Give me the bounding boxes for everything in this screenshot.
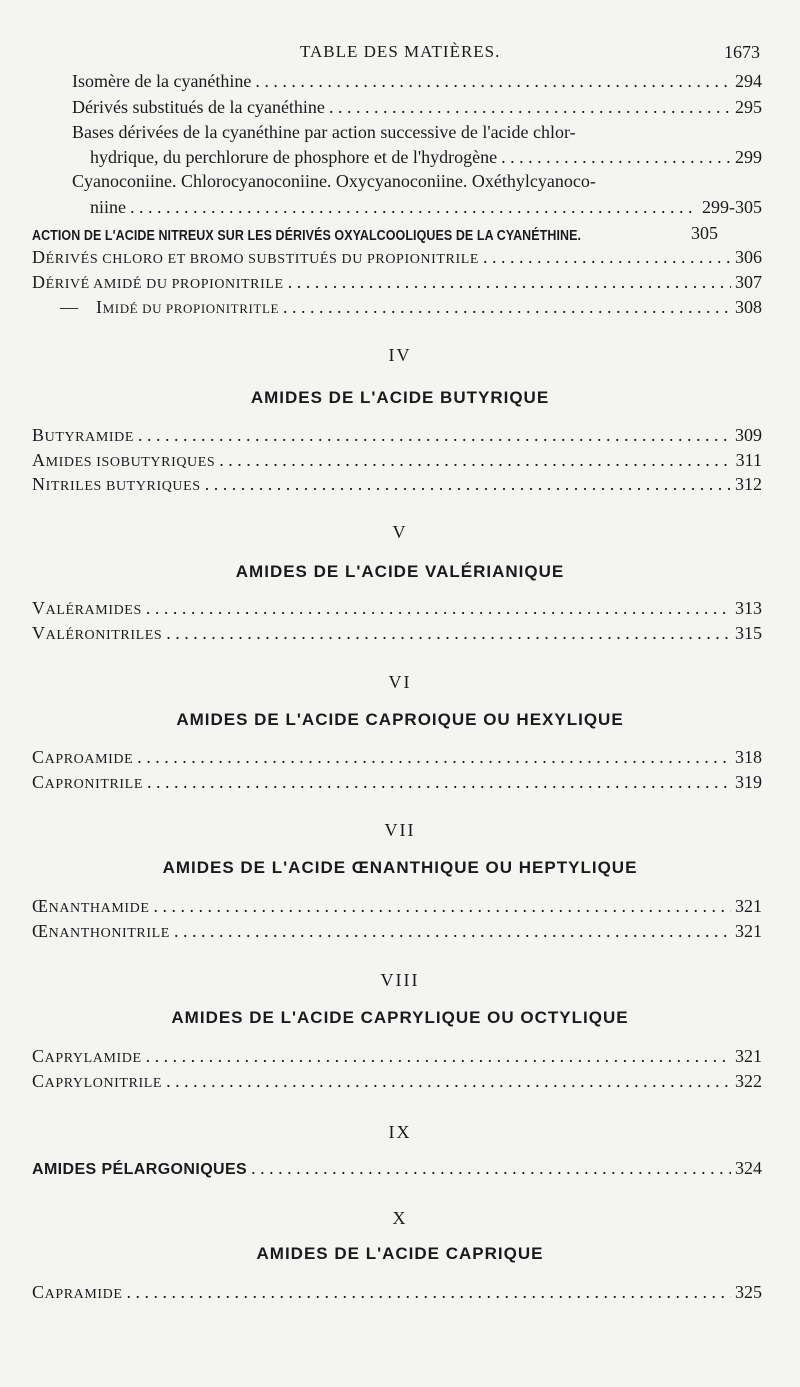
dot-leader — [255, 71, 731, 92]
dot-leader — [137, 747, 731, 768]
toc-entry — [32, 597, 762, 619]
section-heading: AMIDES DE L'ACIDE ŒNANTHIQUE OU HEPTYLIQUE — [162, 858, 638, 877]
entry-label: niine — [90, 197, 126, 217]
toc-entry — [72, 96, 762, 118]
entry-label: DÉRIVÉ AMIDÉ DU PROPIONITRILE — [32, 272, 284, 292]
entry-page: 321 — [735, 1046, 762, 1066]
entry-page: 315 — [735, 623, 762, 643]
section-number: X — [392, 1208, 408, 1228]
entry-prefix: — — [60, 297, 78, 317]
entry-page: 299 — [735, 147, 762, 167]
entry-page: 311 — [735, 450, 762, 470]
entry-page: 321 — [735, 921, 762, 941]
entry-label: ACTION DE L'ACIDE NITREUX SUR LES DÉRIVÉS OXYALCOOLIQUES DE LA CYANÉTHINE. — [32, 228, 582, 244]
entry-label: CAPRONITRILE — [32, 772, 143, 792]
entry-label: AMIDES ISOBUTYRIQUES — [32, 450, 216, 470]
dot-leader — [501, 147, 731, 168]
section-number: IV — [388, 345, 412, 365]
entry-page: 318 — [735, 747, 762, 767]
entry-page: 306 — [735, 247, 762, 267]
entry-page: 305 — [691, 223, 718, 243]
dot-leader — [166, 1071, 731, 1092]
entry-label: Isomère de la cyanéthine — [72, 71, 252, 91]
entry-label: ŒNANTHAMIDE — [32, 896, 150, 916]
toc-entry — [32, 424, 762, 446]
dot-leader — [146, 1046, 731, 1067]
toc-entry — [32, 920, 762, 942]
section-number: IX — [388, 1122, 412, 1142]
entry-page: 307 — [735, 272, 762, 292]
toc-entry — [32, 1281, 762, 1303]
entry-label: CAPRYLAMIDE — [32, 1046, 142, 1066]
entry-page: 299-305 — [702, 197, 762, 217]
entry-page: 295 — [735, 97, 762, 117]
dot-leader — [219, 450, 731, 471]
toc-entry — [32, 895, 762, 917]
toc-entry — [32, 1157, 762, 1179]
entry-page: 313 — [735, 598, 762, 618]
entry-label: NITRILES BUTYRIQUES — [32, 474, 201, 494]
toc-entry — [90, 146, 762, 168]
section-number: VI — [388, 672, 412, 692]
toc-entry — [32, 271, 762, 293]
entry-label: BUTYRAMIDE — [32, 425, 135, 445]
toc-entry — [90, 196, 762, 218]
entry-label: AMIDES PÉLARGONIQUES — [32, 1161, 248, 1178]
dot-leader — [205, 474, 731, 495]
entry-page: 308 — [735, 297, 762, 317]
dot-leader — [138, 425, 731, 446]
entry-page: 312 — [735, 474, 762, 494]
running-title: TABLE DES MATIÈRES. — [300, 42, 501, 61]
dot-leader — [251, 1158, 731, 1179]
entry-label: CAPRAMIDE — [32, 1282, 123, 1302]
entry-label: DÉRIVÉS CHLORO ET BROMO SUBSTITUÉS DU PROPIONITRILE — [32, 247, 480, 267]
section-heading: AMIDES DE L'ACIDE BUTYRIQUE — [250, 388, 550, 407]
entry-page: 322 — [735, 1071, 762, 1091]
toc-entry — [32, 1070, 762, 1092]
entry-label: VALÉRONITRILES — [32, 623, 163, 643]
entry-label: VALÉRAMIDES — [32, 598, 142, 618]
entry-page: 309 — [735, 425, 762, 445]
entry-label: IMIDÉ DU PROPIONITRITLE — [96, 297, 280, 317]
toc-entry — [32, 771, 762, 793]
toc-entry — [32, 449, 762, 471]
entry-label: CAPRYLONITRILE — [32, 1071, 163, 1091]
running-header — [0, 42, 800, 66]
toc-entry — [32, 473, 762, 495]
dot-leader — [288, 272, 731, 293]
section-number: VIII — [380, 970, 420, 990]
entry-page: 294 — [735, 71, 762, 91]
toc-entry — [32, 622, 762, 644]
section-heading: AMIDES DE L'ACIDE CAPROIQUE OU HEXYLIQUE — [176, 710, 624, 729]
entry-label-line1: Bases dérivées de la cyanéthine par action successive de l'acide chlor- — [72, 122, 576, 142]
entry-page: 319 — [735, 772, 762, 792]
section-heading: AMIDES DE L'ACIDE VALÉRIANIQUE — [235, 562, 565, 581]
dot-leader — [127, 1282, 731, 1303]
toc-entry — [32, 222, 762, 244]
section-heading: AMIDES DE L'ACIDE CAPRYLIQUE OU OCTYLIQUE — [171, 1008, 629, 1027]
dot-leader — [146, 598, 731, 619]
section-number: V — [392, 522, 408, 542]
dot-leader — [130, 197, 698, 218]
dot-leader — [329, 97, 731, 118]
entry-page: 325 — [735, 1282, 762, 1302]
entry-label: CAPROAMIDE — [32, 747, 134, 767]
section-number: VII — [384, 820, 416, 840]
entry-label: ŒNANTHONITRILE — [32, 921, 170, 941]
dot-leader — [283, 297, 731, 318]
toc-entry — [32, 746, 762, 768]
toc-entry — [32, 1045, 762, 1067]
dot-leader — [147, 772, 731, 793]
dot-leader — [483, 247, 731, 268]
entry-label: Dérivés substitués de la cyanéthine — [72, 97, 325, 117]
section-heading: AMIDES DE L'ACIDE CAPRIQUE — [256, 1244, 544, 1263]
dot-leader — [154, 896, 732, 917]
toc-entry — [32, 246, 762, 268]
toc-entry — [72, 70, 762, 92]
toc-entry — [60, 296, 762, 318]
page-number: 1673 — [724, 42, 760, 62]
entry-page: 324 — [735, 1158, 762, 1178]
entry-label-line1: Cyanoconiine. Chlorocyanoconiine. Oxycyanoconiine. Oxéthylcyanoco- — [72, 171, 596, 191]
entry-page: 321 — [735, 896, 762, 916]
dot-leader — [166, 623, 731, 644]
entry-label: hydrique, du perchlorure de phosphore et de l'hydrogène — [90, 147, 498, 167]
dot-leader — [174, 921, 731, 942]
